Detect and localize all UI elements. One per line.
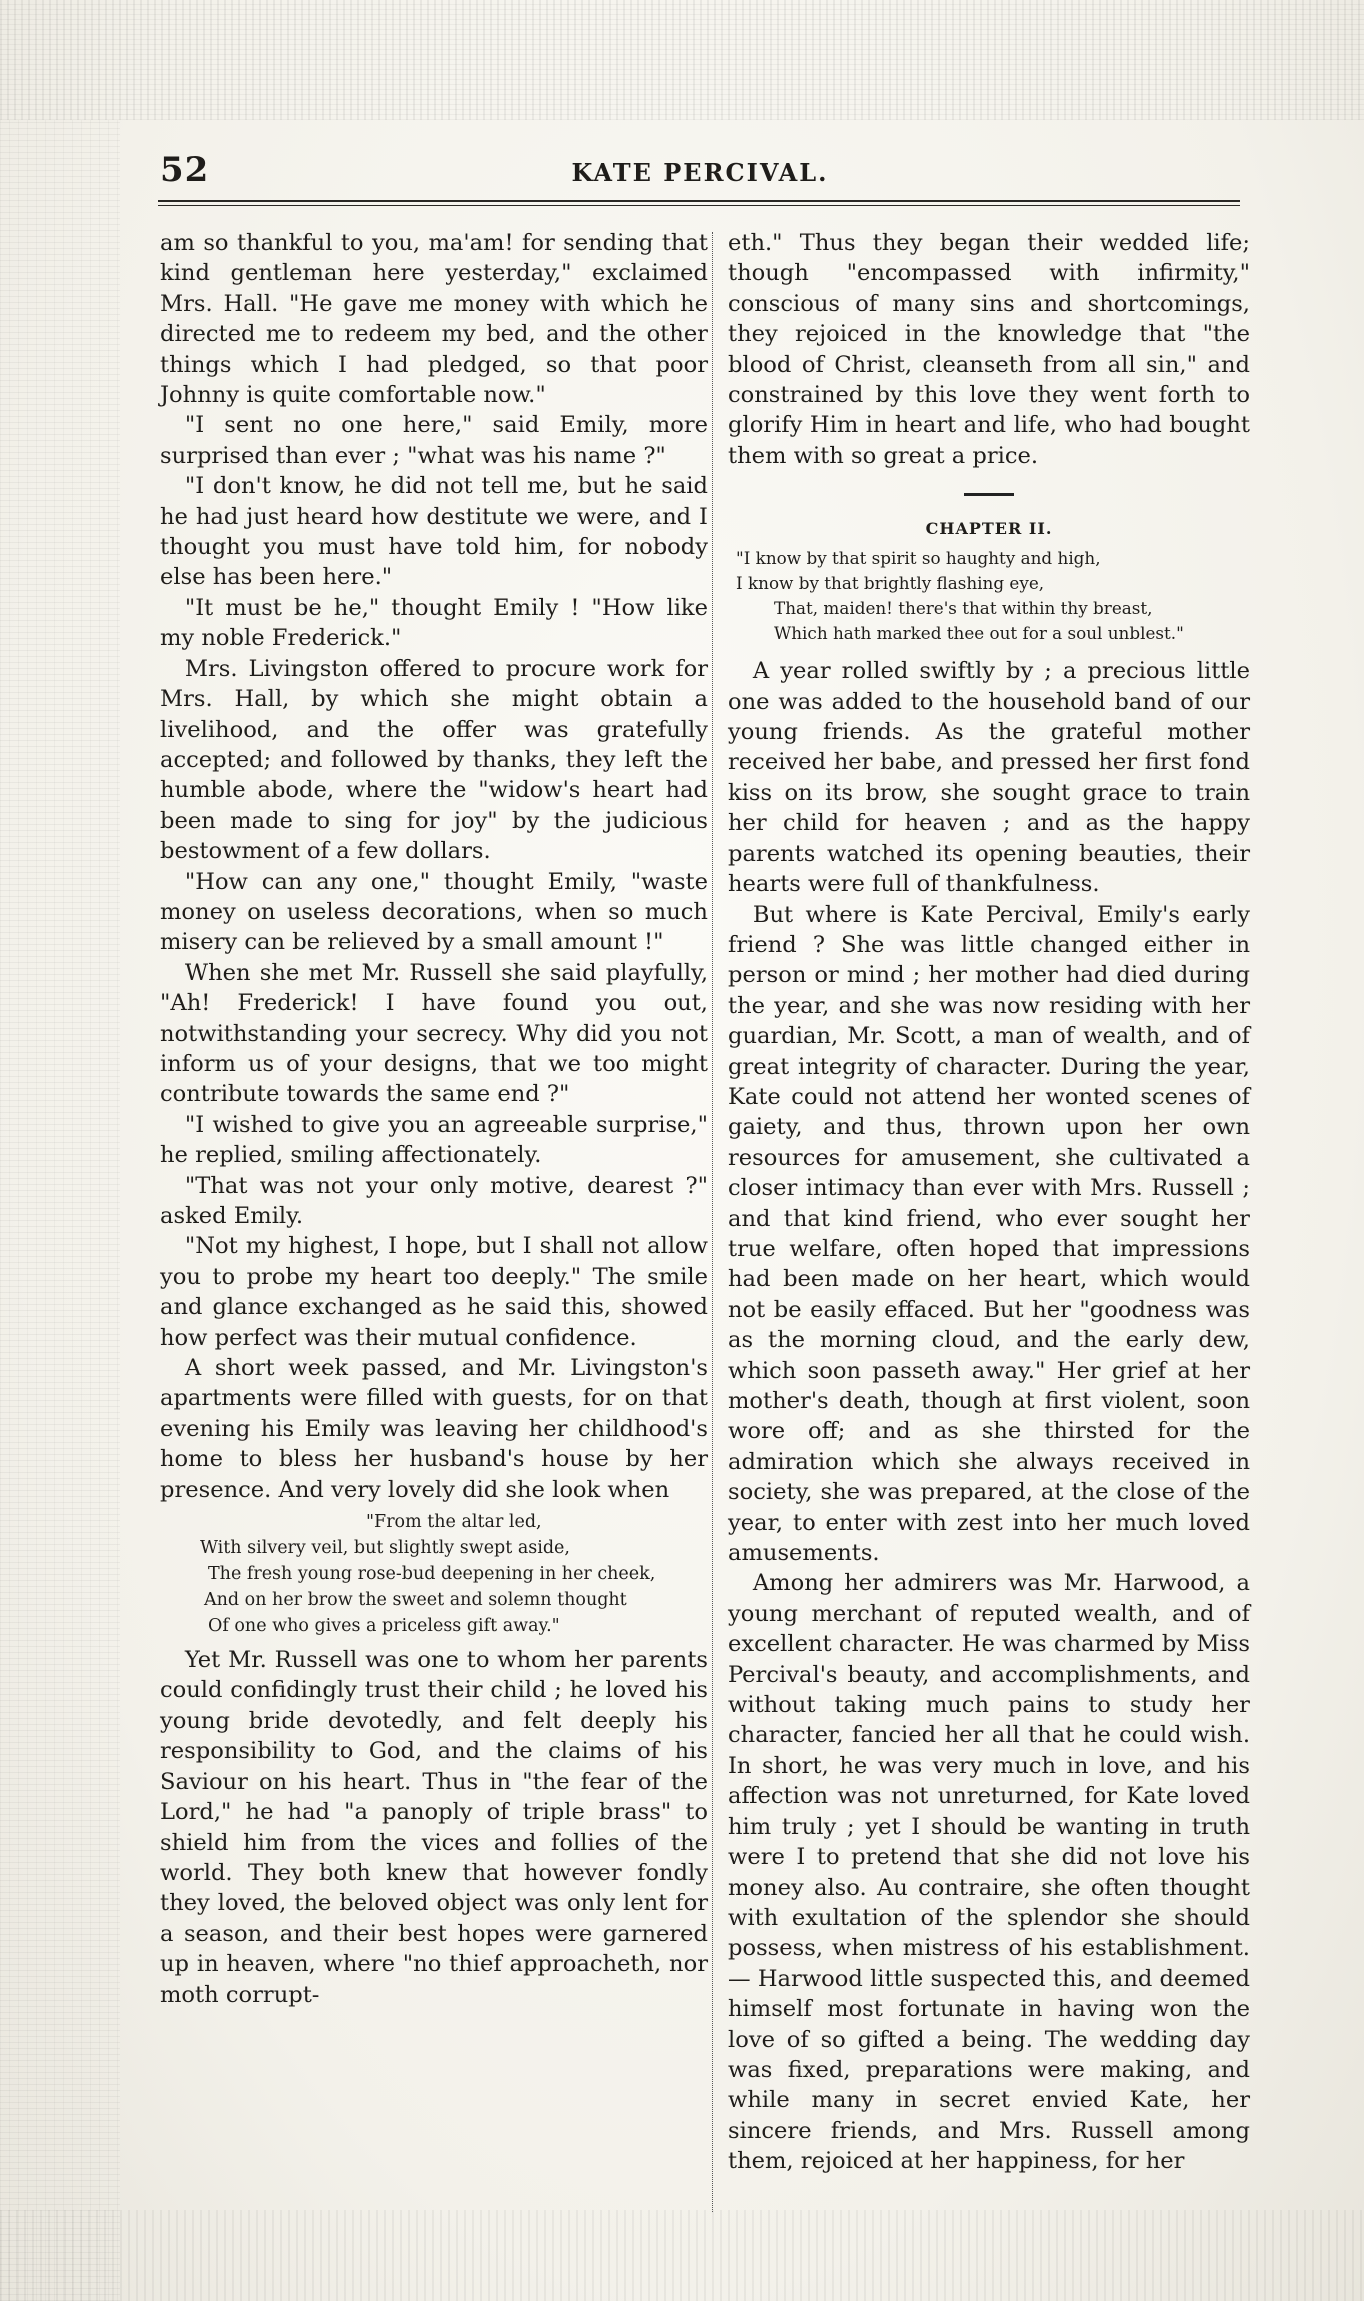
- paragraph: eth." Thus they began their wedded life; though "encompassed with infirmity," conscious of many sins and shortcomings, they rejoiced in the knowledge that "the blood of Christ, cleanseth from all sin," and constrained by this love they went forth to glorify Him in heart and life, who had bought them with so great a price.: [728, 230, 1250, 469]
- epigraph: [728, 546, 1250, 646]
- chapter-heading: CHAPTER II.: [925, 519, 1053, 539]
- paragraph: When she met Mr. Russell she said playfully, "Ah! Frederick! I have found you out, notwithstanding your secrecy. Why did you not inform us of your designs, that we too might contribute towards the same end ?": [160, 959, 708, 1108]
- paragraph: "It must be he," thought Emily ! "How like my noble Frederick.": [160, 594, 708, 652]
- paragraph: am so thankful to you, ma'am! for sending that kind gentleman here yesterday," exclaimed Mrs. Hall. "He gave me money with which he directed me to redeem my bed, and the other things which I had pledged, so that poor Johnny is quite comfortable now.": [160, 230, 708, 409]
- column-divider: [712, 232, 713, 2212]
- paragraph: "I wished to give you an agreeable surprise," he replied, smiling affectionately.: [160, 1111, 708, 1169]
- paragraph: "I sent no one here," said Emily, more surprised than ever ; "what was his name ?": [160, 412, 708, 469]
- epigraph-line: That, maiden! there's that within thy breast,: [774, 598, 1153, 619]
- scan-noise-top: [0, 0, 1364, 120]
- paragraph: "Not my highest, I hope, but I shall not allow you to probe my heart too deeply." The smile and glance exchanged as he said this, showed how perfect was their mutual confidence.: [160, 1233, 708, 1351]
- poem-line: Of one who gives a priceless gift away.": [208, 1616, 560, 1637]
- poem-line: And on her brow the sweet and solemn thought: [204, 1590, 627, 1611]
- paragraph: A year rolled swiftly by ; a precious little one was added to the household band of our young friends. As the grateful mother received her babe, and pressed her first fond kiss on its brow, she sought grace to train her child for heaven ; and as the happy parents watched its opening beauties, their hearts were full of thankfulness.: [728, 658, 1250, 898]
- epigraph-line: I know by that brightly flashing eye,: [736, 573, 1045, 594]
- page-number: 52: [160, 150, 210, 190]
- paragraph: "How can any one," thought Emily, "waste money on useless decorations, when so much misery can be relieved by a small amount !": [160, 868, 708, 956]
- poem-quote: [160, 1509, 708, 1639]
- paragraph: Among her admirers was Mr. Harwood, a young merchant of reputed wealth, and of excellent character. He was charmed by Miss Percival's beauty, and accomplishments, and without taking much pains to study her character, fancied her all that he could wish. In short, he was very much in love, and his affection was not unreturned, for Kate loved him truly ; yet I should be wanting in truth were I to pretend that she did not love his money also. Au contraire, she often thought with exultation of the splendor she should possess, when mistress of his establishment.— Harwood little suspected this, and deemed himself most fortunate in having won the love of so gifted a being. The wedding day was fixed, preparations were making, and while many in secret envied Kate, her sincere friends, and Mrs. Russell among them, rejoiced at her happiness, for her: [728, 1570, 1250, 2175]
- paragraph: Yet Mr. Russell was one to whom her parents could confidingly trust their child ; he loved his young bride devotedly, and felt deeply his responsibility to God, and the claims of his Saviour on his heart. Thus in "the fear of the Lord," he had "a panoply of triple brass" to shield him from the vices and follies of the world. They both knew that however fondly they loved, the beloved object was only lent for a season, and their best hopes were garnered up in heaven, where "no thief approacheth, nor moth corrupt-: [160, 1647, 708, 2008]
- paragraph: But where is Kate Percival, Emily's early friend ? She was little changed either in person or mind ; her mother had died during the year, and she was now residing with her guardian, Mr. Scott, a man of wealth, and of great integrity of character. During the year, Kate could not attend her wonted scenes of gaiety, and thus, thrown upon her own resources for amusement, she cultivated a closer intimacy than ever with Mrs. Russell ; and that kind friend, who ever sought her true welfare, often hoped that impressions had been made on her heart, which would not be easily effaced. But her "goodness was as the morning cloud, and the early dew, which soon passeth away." Her grief at her mother's death, though at first violent, soon wore off; and as she thirsted for the admiration which she always received in society, she was prepared, at the close of the year, to enter with zest into her much loved amusements.: [728, 901, 1250, 1567]
- header-rule: [158, 200, 1240, 202]
- scan-noise-left: [0, 120, 120, 2301]
- running-title: KATE PERCIVAL.: [571, 158, 829, 187]
- right-column: [728, 228, 1250, 2177]
- scan-noise-bottom: [0, 2210, 1364, 2301]
- paragraph: A short week passed, and Mr. Livingston's apartments were filled with guests, for on that evening his Emily was leaving her childhood's home to bless her husband's house by her presence. And very lovely did she look when: [160, 1355, 708, 1503]
- paragraph: "I don't know, he did not tell me, but he said he had just heard how destitute we were, and I thought you must have told him, for nobody else has been here.": [160, 473, 708, 591]
- paragraph: Mrs. Livingston offered to procure work for Mrs. Hall, by which she might obtain a livelihood, and the offer was gratefully accepted; and followed by thanks, they left the humble abode, where the "widow's heart had been made to sing for joy" by the judicious bestowment of a few dollars.: [160, 655, 708, 865]
- poem-line: "From the altar led,: [366, 1512, 542, 1533]
- poem-line: The fresh young rose-bud deepening in her cheek,: [208, 1564, 656, 1585]
- left-column: [160, 228, 708, 2010]
- header-rule-thin: [158, 205, 1240, 206]
- epigraph-line: Which hath marked thee out for a soul unblest.": [774, 623, 1184, 644]
- epigraph-line: "I know by that spirit so haughty and high,: [736, 548, 1101, 569]
- poem-line: With silvery veil, but slightly swept aside,: [200, 1538, 570, 1559]
- paragraph: "That was not your only motive, dearest ?" asked Emily.: [160, 1172, 708, 1229]
- section-rule: [964, 493, 1014, 496]
